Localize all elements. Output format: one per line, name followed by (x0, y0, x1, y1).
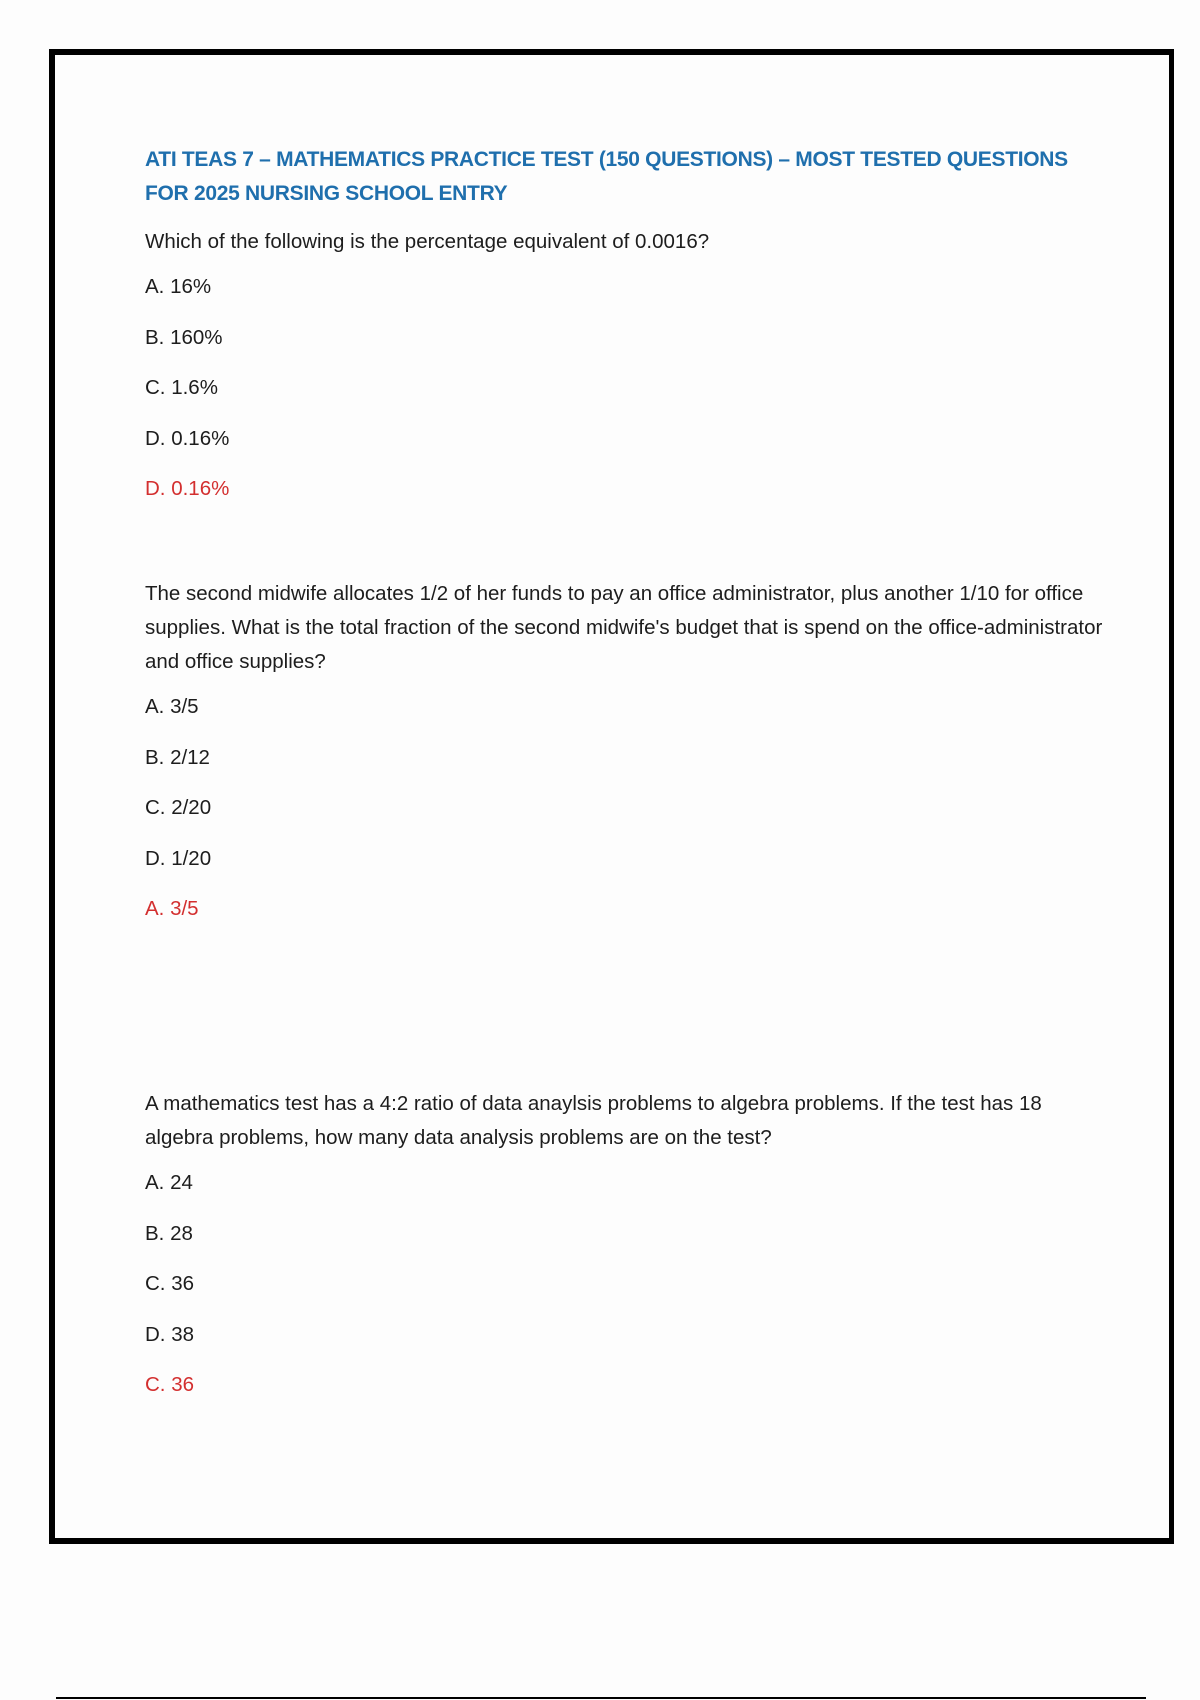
question-block-2 (145, 577, 1105, 922)
option-d: D. 38 (145, 1322, 194, 1346)
footer-rule (56, 1697, 1146, 1699)
question-block-3 (145, 1087, 1105, 1398)
option-c: C. 1.6% (145, 376, 218, 399)
document-title: ATI TEAS 7 – MATHEMATICS PRACTICE TEST (150 QUESTIONS) – MOST TESTED QUESTIONS FOR 2025 NURSING SCHOOL ENTRY (145, 148, 1068, 205)
option-b: B. 2/12 (145, 745, 210, 769)
option-a: A. 3/5 (145, 695, 199, 718)
option-b: B. 28 (145, 1221, 193, 1245)
option-b: B. 160% (145, 325, 223, 349)
option-a: A. 16% (145, 275, 212, 298)
option-d: D. 1/20 (145, 846, 212, 870)
spacer (145, 502, 1105, 577)
question-block-1 (145, 225, 1105, 502)
correct-answer: D. 0.16% (145, 477, 230, 500)
document-content (145, 143, 1105, 1398)
question-text: A mathematics test has a 4:2 ratio of data anaylsis problems to algebra problems. If the test has 18 algebra problems, how many data analysis problems are on the test? (145, 1092, 1042, 1149)
option-d: D. 0.16% (145, 426, 230, 450)
option-a: A. 24 (145, 1171, 193, 1194)
correct-answer: A. 3/5 (145, 897, 199, 920)
question-text: Which of the following is the percentage equivalent of 0.0016? (145, 230, 710, 253)
option-c: C. 36 (145, 1272, 194, 1295)
spacer (145, 922, 1105, 1087)
question-text: The second midwife allocates 1/2 of her funds to pay an office administrator, plus another 1/10 for office supplies. What is the total fraction of the second midwife's budget that is spend on the office-administrator and office supplies? (145, 582, 1103, 673)
correct-answer: C. 36 (145, 1373, 194, 1396)
option-c: C. 2/20 (145, 796, 212, 819)
